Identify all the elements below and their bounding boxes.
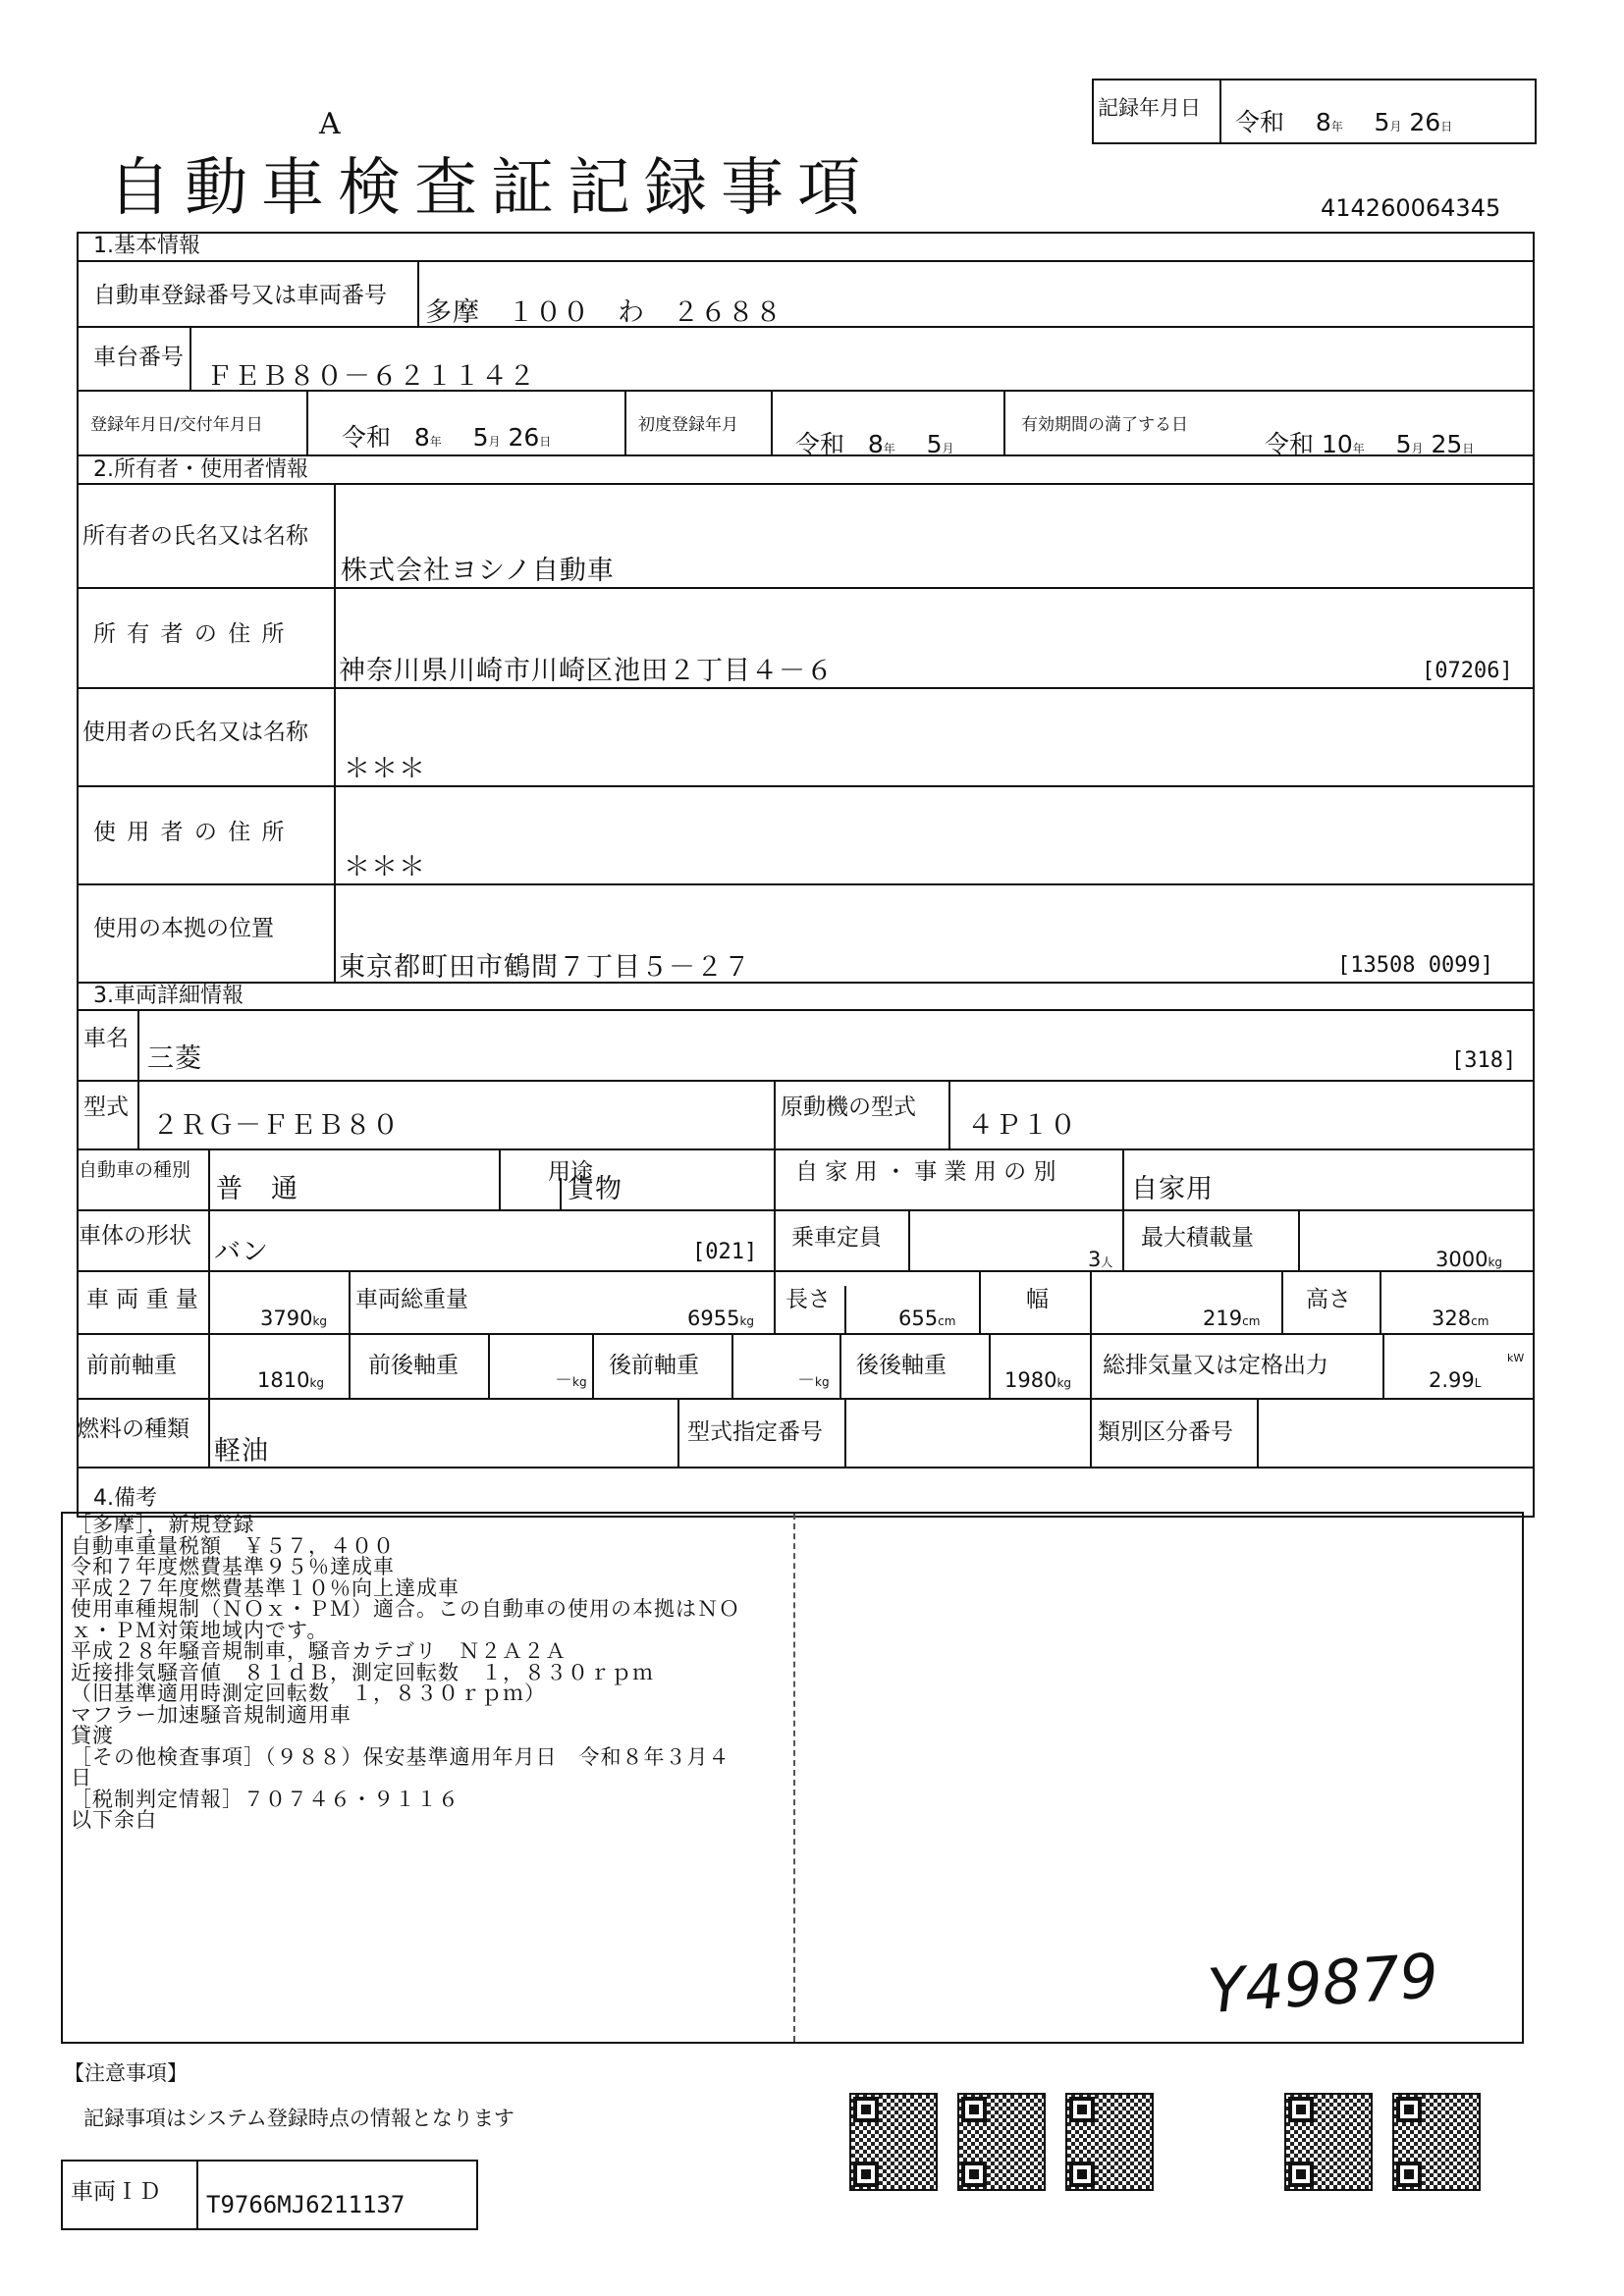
notes-text: 記録事項はシステム登録時点の情報となります [83,2107,514,2130]
vehicle-id-label: 車両ＩＤ [71,2179,161,2205]
record-date-label: 記録年月日 [1098,96,1201,120]
designation-number-label: 型式指定番号 [687,1419,823,1445]
displacement-value: 2.99L [1429,1368,1482,1392]
vehicle-type-value: 普 通 [216,1174,298,1204]
owner-address-value: 神奈川県川崎市川崎区池田２丁目４－６ [339,656,834,686]
remark-line: 平成２８年騒音規制車，騒音カテゴリ Ｎ２Ａ２Ａ [71,1639,568,1663]
remark-line: 令和７年度燃費基準９５％達成車 [71,1555,395,1578]
expiry-value: 令和 10年 5月 25日 [1265,430,1475,458]
owner-name-value: 株式会社ヨシノ自動車 [341,556,615,586]
max-load-label: 最大積載量 [1141,1225,1254,1251]
section-3-title: 3.車両詳細情報 [93,984,244,1008]
base-location-label: 使用の本拠の位置 [93,916,274,941]
section-1-title: 1.基本情報 [93,234,200,258]
rear-front-axle-value: －kg [797,1370,830,1391]
model-label: 型式 [83,1095,129,1120]
front-rear-axle-value: －kg [555,1370,587,1391]
user-address-label: 使 用 者 の 住 所 [93,820,287,845]
base-location-code: [13508 0099] [1337,953,1493,978]
user-name-label: 使用者の氏名又は名称 [82,720,308,745]
notes-title: 【注意事項】 [64,2061,188,2085]
page-title: 自動車検査証記録事項 [108,152,874,225]
height-value: 328cm [1432,1307,1489,1330]
remark-line: 使用車種規制（ＮＯｘ・ＰＭ）適合。この自動車の使用の本拠はＮＯ [71,1597,740,1621]
reg-date-value: 令和 8年 5月 26日 [342,423,552,452]
category-number-label: 類別区分番号 [1098,1419,1233,1445]
max-load-value: 3000kg [1435,1248,1503,1271]
body-shape-label: 車体の形状 [79,1223,191,1249]
remark-line: 自動車重量税額 ￥５７，４００ [71,1533,395,1558]
qr-code-1 [849,2093,938,2191]
body-shape-code: [021] [692,1240,758,1264]
first-reg-value: 令和 8年 5月 [795,430,954,458]
front-rear-axle-label: 前後軸重 [368,1353,459,1378]
rear-front-axle-label: 後前軸重 [609,1353,699,1378]
engine-model-value: ４Ｐ１０ [967,1110,1077,1141]
vehicle-weight-label: 車 両 重 量 [86,1287,198,1312]
user-address-value: ＊＊＊ [344,852,426,882]
private-business-value: 自家用 [1131,1174,1214,1204]
length-label: 長さ [785,1287,831,1312]
body-shape-value: バン [214,1237,269,1267]
chassis-value: ＦＥＢ８０－６２１１４２ [206,361,536,392]
owner-address-code: [07206] [1422,659,1513,683]
remark-line: ［その他検査事項］（９８８）保安基準適用年月日 令和８年３月４ [71,1744,731,1769]
handwritten-number: Y49879 [1205,1939,1441,2028]
front-front-axle-label: 前前軸重 [86,1353,177,1378]
remark-line: ［税制判定情報］７０７４６・９１１６ [71,1787,460,1811]
qr-code-3 [1065,2093,1154,2191]
record-date-value: 令和 8年 5月 26日 [1235,108,1453,136]
remark-line: 平成２７年度燃費基準１０％向上達成車 [71,1575,460,1600]
remark-line: ｘ・ＰＭ対策地域内です。 [71,1618,329,1642]
width-value: 219cm [1203,1307,1261,1330]
displacement-unit-kw: kW [1507,1352,1525,1364]
vehicle-id-value: T9766MJ6211137 [206,2191,406,2218]
usage-value: 貨物 [568,1174,623,1204]
front-front-axle-value: 1810kg [257,1368,325,1392]
rear-rear-axle-label: 後後軸重 [856,1353,947,1378]
reg-number-value: 多摩 １００ わ ２６８８ [425,297,783,328]
vehicle-weight-value: 3790kg [260,1307,328,1330]
remark-line: 近接排気騒音値 ８１ｄＢ，測定回転数 １，８３０ｒｐｍ [71,1660,654,1684]
owner-address-label: 所 有 者 の 住 所 [93,621,287,647]
section-2-title: 2.所有者・使用者情報 [93,457,308,482]
user-name-value: ＊＊＊ [344,754,426,784]
qr-code-5 [1392,2093,1481,2191]
base-location-value: 東京都町田市鶴間７丁目５－２７ [339,952,751,983]
remark-line: 以下余白 [71,1808,157,1832]
form-letter: A [319,107,341,141]
vehicle-name-label: 車名 [83,1026,129,1051]
vehicle-name-code: [318] [1451,1048,1517,1073]
remark-line: 貸渡 [71,1724,114,1747]
expiry-label: 有効期間の満了する日 [1021,415,1188,435]
model-value: ２ＲＧ－ＦＥＢ８０ [152,1110,400,1141]
fuel-type-label: 燃料の種類 [77,1416,189,1442]
remark-line: ［多摩］，新規登録 [71,1513,255,1536]
vehicle-type-label: 自動車の種別 [79,1159,191,1181]
usage-label: 用途 [548,1159,593,1185]
chassis-label: 車台番号 [93,345,184,370]
remark-line: 日 [71,1766,92,1789]
remarks-block [71,1515,740,1832]
first-reg-label: 初度登録年月 [638,415,738,435]
capacity-label: 乗車定員 [791,1225,882,1251]
private-business-label: 自 家 用 ・ 事 業 用 の 別 [795,1159,1056,1185]
owner-name-label: 所有者の氏名又は名称 [82,523,308,549]
length-value: 655cm [898,1307,956,1330]
reg-date-label: 登録年月日/交付年月日 [90,415,263,435]
rear-rear-axle-value: 1980kg [1004,1368,1072,1392]
gross-weight-label: 車両総重量 [355,1287,468,1312]
vehicle-name-value: 三菱 [147,1043,202,1074]
engine-model-label: 原動機の型式 [781,1095,916,1120]
section-4-title: 4.備考 [93,1486,157,1511]
remark-line: マフラー加速騒音規制適用車 [71,1702,352,1727]
gross-weight-value: 6955kg [687,1307,755,1330]
displacement-label: 総排気量又は定格出力 [1103,1353,1328,1378]
capacity-value: 3人 [1088,1248,1113,1271]
qr-code-2 [957,2093,1046,2191]
fuel-type-value: 軽油 [214,1436,269,1467]
height-label: 高さ [1306,1287,1351,1312]
reg-number-label: 自動車登録番号又は車両番号 [93,283,387,308]
remark-line: （旧基準適用時測定回転数 １，８３０ｒｐｍ） [71,1682,546,1705]
document-number: 414260064345 [1321,194,1501,222]
width-label: 幅 [1026,1287,1049,1312]
qr-code-4 [1284,2093,1373,2191]
